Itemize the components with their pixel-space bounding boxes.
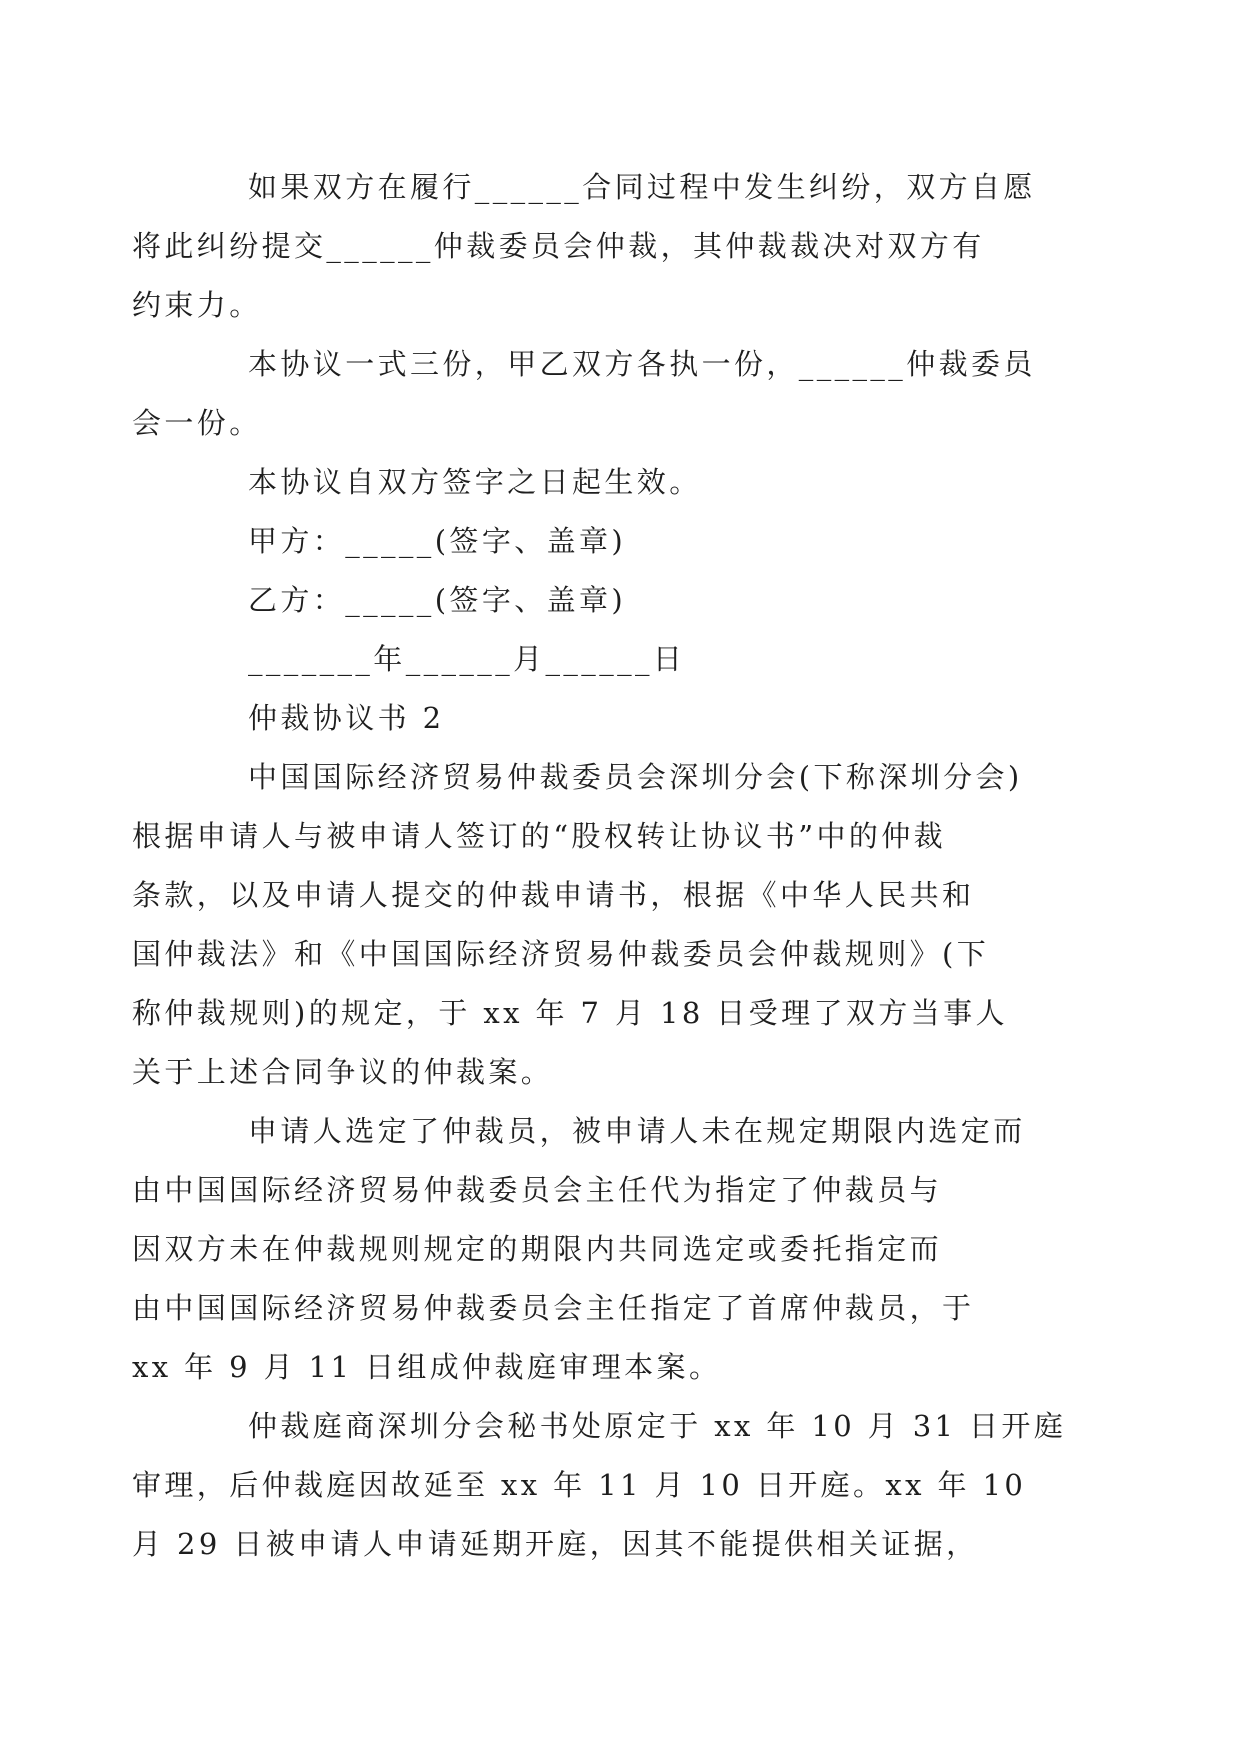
- hearing-paragraph: [132, 1397, 1067, 1574]
- paragraph-line: 审理，后仲裁庭因故延至 xx 年 11 月 10 日开庭。xx 年 10: [132, 1468, 1027, 1502]
- paragraph-line: 因双方未在仲裁规则规定的期限内共同选定或委托指定而: [132, 1232, 943, 1266]
- date-line: [190, 630, 1060, 689]
- paragraph-line: 本协议自双方签字之日起生效。: [248, 465, 702, 499]
- paragraph-line: 乙方：_____(签字、盖章): [248, 583, 627, 617]
- section-title: [190, 689, 1060, 748]
- paragraph-line: 由中国国际经济贸易仲裁委员会主任指定了首席仲裁员，于: [132, 1291, 975, 1325]
- party-a-signature-line: [190, 512, 1060, 571]
- paragraph-line: 国仲裁法》和《中国国际经济贸易仲裁委员会仲裁规则》(下: [132, 937, 990, 971]
- paragraph-line: 称仲裁规则)的规定，于 xx 年 7 月 18 日受理了双方当事人: [132, 996, 1008, 1030]
- paragraph-line: 月 29 日被申请人申请延期开庭，因其不能提供相关证据，: [132, 1527, 979, 1561]
- paragraph-line: 会一份。: [132, 406, 262, 440]
- paragraph-line: 本协议一式三份，甲乙双方各执一份，______仲裁委员: [248, 347, 1036, 381]
- paragraph-line: 根据申请人与被申请人签订的“股权转让协议书”中的仲裁: [132, 819, 947, 853]
- copies-clause-paragraph: [132, 335, 1060, 453]
- dispute-clause-paragraph: [132, 158, 1060, 335]
- party-b-signature-line: [190, 571, 1060, 630]
- paragraph-line: _______年______月______日: [248, 642, 686, 676]
- paragraph-line: 约束力。: [132, 288, 262, 322]
- paragraph-line: 如果双方在履行______合同过程中发生纠纷，双方自愿: [248, 170, 1036, 204]
- tribunal-paragraph: [132, 1102, 1060, 1397]
- paragraph-line: 关于上述合同争议的仲裁案。: [132, 1055, 554, 1089]
- paragraph-line: 仲裁协议书 2: [248, 701, 445, 735]
- paragraph-line: xx 年 9 月 11 日组成仲裁庭审理本案。: [132, 1350, 722, 1384]
- paragraph-line: 申请人选定了仲裁员，被申请人未在规定期限内选定而: [248, 1114, 1026, 1148]
- paragraph-line: 中国国际经济贸易仲裁委员会深圳分会(下称深圳分会): [248, 760, 1023, 794]
- document-page: [132, 158, 1067, 1574]
- paragraph-line: 甲方：_____(签字、盖章): [248, 524, 627, 558]
- paragraph-line: 由中国国际经济贸易仲裁委员会主任代为指定了仲裁员与: [132, 1173, 943, 1207]
- paragraph-line: 条款，以及申请人提交的仲裁申请书，根据《中华人民共和: [132, 878, 975, 912]
- paragraph-line: 将此纠纷提交______仲裁委员会仲裁，其仲裁裁决对双方有: [132, 229, 985, 263]
- acceptance-paragraph: [132, 748, 1060, 1102]
- paragraph-line: 仲裁庭商深圳分会秘书处原定于 xx 年 10 月 31 日开庭: [248, 1409, 1067, 1443]
- effective-clause-paragraph: [190, 453, 1060, 512]
